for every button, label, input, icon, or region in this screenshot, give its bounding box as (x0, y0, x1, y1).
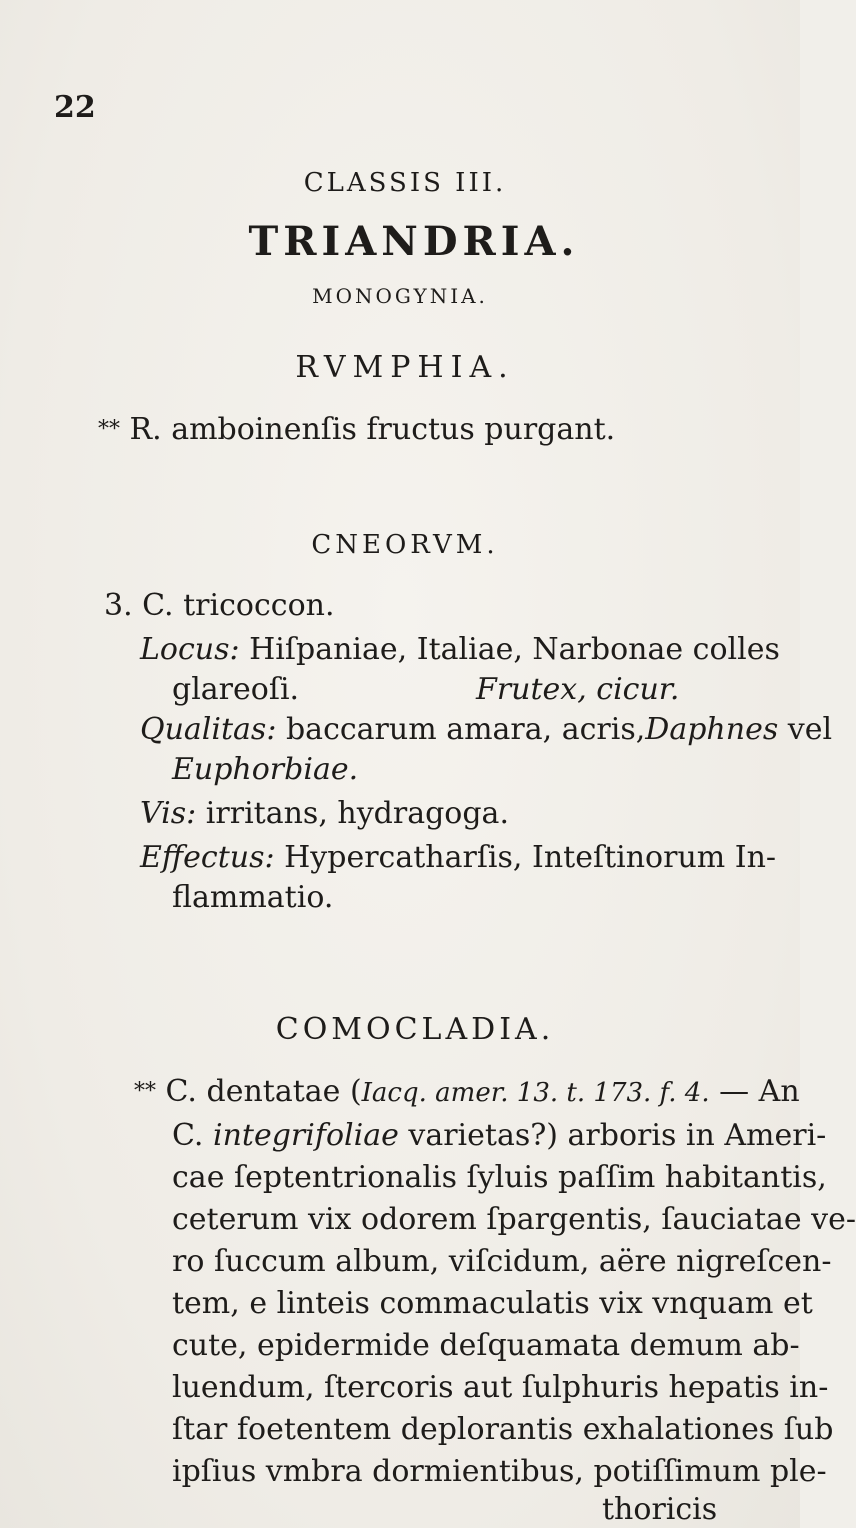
qualitas-vel: vel (778, 712, 833, 747)
genus-heading-comocladia: COMOCLADIA. (275, 1012, 555, 1047)
vis-line (140, 796, 509, 832)
sectio-heading: MONOGYNIA. (312, 284, 488, 308)
comocladia-line-7: cute, epidermide deſquamata demum ab- (172, 1328, 800, 1363)
effectus-continuation: flammatio. (172, 880, 334, 915)
locus-label: Locus: (140, 632, 240, 667)
comocladia-text: C. (172, 1118, 213, 1153)
qualitas-continuation: Euphorbiae. (172, 752, 359, 787)
double-asterisk-mark: ** (134, 1079, 156, 1104)
double-asterisk-mark: ** (98, 417, 120, 442)
classis-heading: CLASSIS III. (303, 168, 507, 198)
locus-text: Hiſpaniae, Italiae, Narbonae colles (239, 632, 780, 667)
comocladia-line-6: tem, e linteis commaculatis vix vnquam et (172, 1286, 813, 1321)
comocladia-line-2 (172, 1118, 826, 1154)
comocladia-line-3: cae ſeptentrionalis ſyluis paſſim habitantis, (172, 1160, 827, 1195)
comocladia-line-10: ipſius vmbra dormientibus, potiſſimum ple- (172, 1454, 827, 1489)
rumphia-note-text: R. amboinenſis fructus purgant. (129, 412, 616, 447)
locus-line (140, 632, 780, 668)
vis-label: Vis: (140, 796, 197, 831)
effectus-text: Hypercatharſis, Inteſtinorum In- (274, 840, 777, 875)
ordo-heading: TRIANDRIA. (248, 218, 580, 265)
reference-citation: Iacq. amer. 13. t. 173. f. 4. (361, 1078, 710, 1108)
vis-text: irritans, hydragoga. (196, 796, 509, 831)
rumphia-note (98, 412, 615, 448)
page-number: 22 (54, 90, 96, 125)
comocladia-line-8: luendum, ſtercoris aut ſulphuris hepatis in- (172, 1370, 829, 1405)
genus-heading-rumphia: RVMPHIA. (295, 350, 515, 385)
qualitas-text: baccarum amara, acris, (276, 712, 646, 747)
comocladia-text: C. dentatae ( (156, 1074, 362, 1109)
genus-heading-cneorum: CNEORVM. (311, 530, 499, 560)
frutex-note: Frutex, cicur. (476, 672, 680, 707)
qualitas-label: Qualitas: (140, 712, 277, 747)
locus-continuation: glareoſi. (172, 672, 300, 707)
comocladia-line-1 (134, 1074, 800, 1111)
catchword: thoricis (602, 1492, 718, 1527)
effectus-label: Effectus: (140, 840, 275, 875)
species-entry: 3. C. tricoccon. (104, 588, 335, 623)
comocladia-text: — An (709, 1074, 800, 1109)
qualitas-line (140, 712, 832, 748)
effectus-line (140, 840, 776, 876)
comocladia-line-5: ro ſuccum album, viſcidum, aëre nigreſcen- (172, 1244, 832, 1279)
comocladia-line-9: ſtar foetentem deplorantis exhalationes ſub (172, 1412, 834, 1447)
species-name-italic: integrifoliae (212, 1118, 399, 1153)
qualitas-daphnes: Daphnes (645, 712, 779, 747)
comocladia-text: varietas?) arboris in Ameri- (398, 1118, 827, 1153)
comocladia-line-4: ceterum vix odorem ſpargentis, ſauciatae ve- (172, 1202, 856, 1237)
